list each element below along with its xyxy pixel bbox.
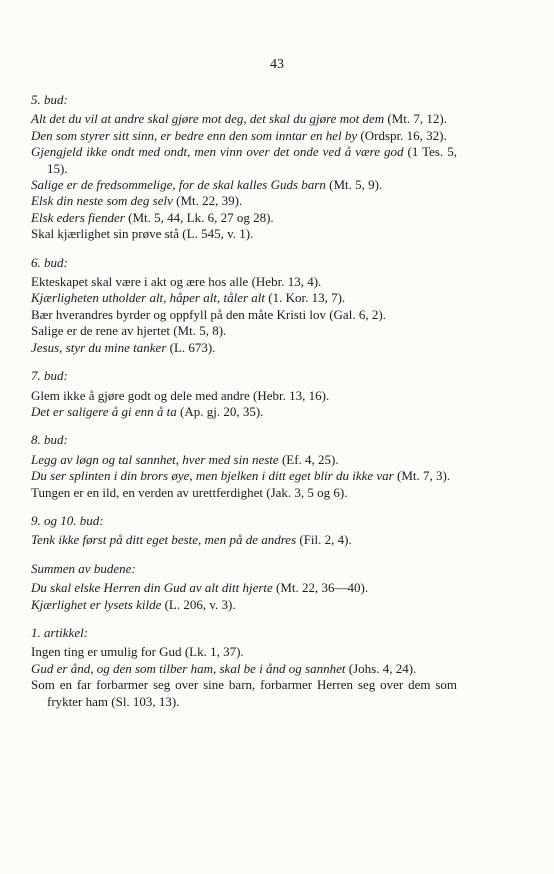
verse-entry (31, 532, 457, 548)
verse-text: Som en far forbarmer seg over sine barn, forbarmer Herren seg over dem som frykter ham (31, 677, 457, 709)
verse-reference: (Gal. 6, 2). (325, 306, 386, 322)
verse-reference: (Mt. 5, 8). (169, 323, 227, 339)
section (31, 561, 457, 613)
section-heading: 7. bud: (31, 368, 68, 384)
verse-reference: (1 Tes. 5, 15). (47, 144, 457, 176)
verse-text: Skal kjærlighet sin prøve stå (31, 226, 180, 242)
verse-entry (31, 128, 457, 144)
verse-reference: (L. 545, v. 1). (179, 226, 254, 242)
section (31, 255, 457, 356)
verse-text: Legg av løgn og tal sannhet, hver med sin neste (31, 451, 279, 467)
verse-reference: (Ef. 4, 25). (278, 451, 339, 467)
verse-text: Den som styrer sitt sinn, er bedre enn den som inntar en hel by (31, 127, 358, 143)
verse-entry (31, 340, 457, 356)
section (31, 92, 457, 243)
verse-reference: (Johs. 4, 24). (345, 660, 417, 676)
verse-text: Du skal elske Herren din Gud av alt ditt hjerte (31, 580, 273, 596)
verse-text: Kjærligheten utholder alt, håper alt, tåler alt (31, 290, 265, 306)
verse-reference: (Mt. 5, 9). (325, 177, 383, 193)
verse-text: Elsk eders fiender (31, 209, 125, 225)
section (31, 625, 457, 710)
verse-reference: (Sl. 103, 13). (108, 693, 180, 709)
section-heading: 8. bud: (31, 432, 68, 448)
verse-entry (31, 452, 457, 468)
verse-entry (31, 307, 457, 323)
section (31, 368, 457, 420)
section (31, 513, 457, 549)
verse-reference: (Lk. 1, 37). (181, 644, 244, 660)
verse-reference: (Mt. 22, 36—40). (272, 580, 369, 596)
verse-text: Kjærlighet er lysets kilde (31, 596, 162, 612)
verse-entry (31, 323, 457, 339)
verse-text: Det er saligere å gi enn å ta (31, 403, 177, 419)
page-number: 43 (270, 57, 284, 72)
verse-text: Salige er de fredsommelige, for de skal kalles Guds barn (31, 177, 326, 193)
verse-reference: (Jak. 3, 5 og 6). (263, 484, 348, 500)
verse-text: Elsk din neste som deg selv (31, 193, 173, 209)
verse-entry (31, 177, 457, 193)
section-heading: 6. bud: (31, 254, 68, 270)
verse-text: Gjengjeld ikke ondt med ondt, men vinn over det onde ved å være god (31, 144, 404, 160)
verse-text: Du ser splinten i din brors øye, men bjelken i ditt eget blir du ikke var (31, 468, 394, 484)
section (31, 432, 457, 501)
section-heading: Summen av budene: (31, 560, 136, 576)
verse-entry (31, 644, 457, 660)
verse-text: Tenk ikke først på ditt eget beste, men på de andres (31, 532, 297, 548)
verse-text: Ingen ting er umulig for Gud (31, 644, 182, 660)
verse-entry (31, 210, 457, 226)
verse-entry (31, 388, 457, 404)
verse-reference: (1. Kor. 13, 7). (265, 290, 346, 306)
verse-text: Bær hverandres byrder og oppfyll på den måte Kristi lov (31, 306, 326, 322)
verse-reference: (Mt. 7, 3). (393, 468, 451, 484)
verse-reference: (Hebr. 13, 4). (248, 274, 322, 290)
verse-entry (31, 468, 457, 484)
verse-entry (31, 597, 457, 613)
section-heading: 1. artikkel: (31, 624, 89, 640)
verse-text: Tungen er en ild, en verden av urettferdighet (31, 484, 264, 500)
verse-entry (31, 193, 457, 209)
verse-reference: (Mt. 5, 44, Lk. 6, 27 og 28). (124, 209, 274, 225)
verse-text: Ekteskapet skal være i akt og ære hos alle (31, 274, 249, 290)
verse-reference: (Ap. gj. 20, 35). (176, 403, 264, 419)
verse-entry (31, 111, 457, 127)
verse-entry (31, 661, 457, 677)
verse-reference: (Mt. 22, 39). (172, 193, 243, 209)
verse-reference: (Ordspr. 16, 32). (357, 127, 447, 143)
verse-text: Jesus, styr du mine tanker (31, 339, 167, 355)
verse-text: Salige er de rene av hjertet (31, 323, 170, 339)
verse-entry (31, 580, 457, 596)
verse-entry (31, 274, 457, 290)
verse-reference: (Hebr. 13, 16). (249, 387, 330, 403)
verse-reference: (Fil. 2, 4). (296, 532, 352, 548)
verse-reference: (Mt. 7, 12). (384, 111, 447, 127)
section-heading: 5. bud: (31, 92, 68, 107)
verse-text: Alt det du vil at andre skal gjøre mot deg, det skal du gjøre mot dem (31, 111, 385, 127)
verse-reference: (L. 206, v. 3). (161, 596, 236, 612)
verse-entry (31, 404, 457, 420)
verse-entry (31, 485, 457, 501)
verse-text: Glem ikke å gjøre godt og dele med andre (31, 387, 250, 403)
verse-entry (31, 677, 457, 710)
verse-text: Gud er ånd, og den som tilber ham, skal be i ånd og sannhet (31, 660, 346, 676)
verse-entry (31, 290, 457, 306)
page-content (31, 92, 457, 722)
verse-entry (31, 144, 457, 177)
verse-reference: (L. 673). (166, 339, 216, 355)
verse-entry (31, 226, 457, 242)
section-heading: 9. og 10. bud: (31, 512, 104, 528)
